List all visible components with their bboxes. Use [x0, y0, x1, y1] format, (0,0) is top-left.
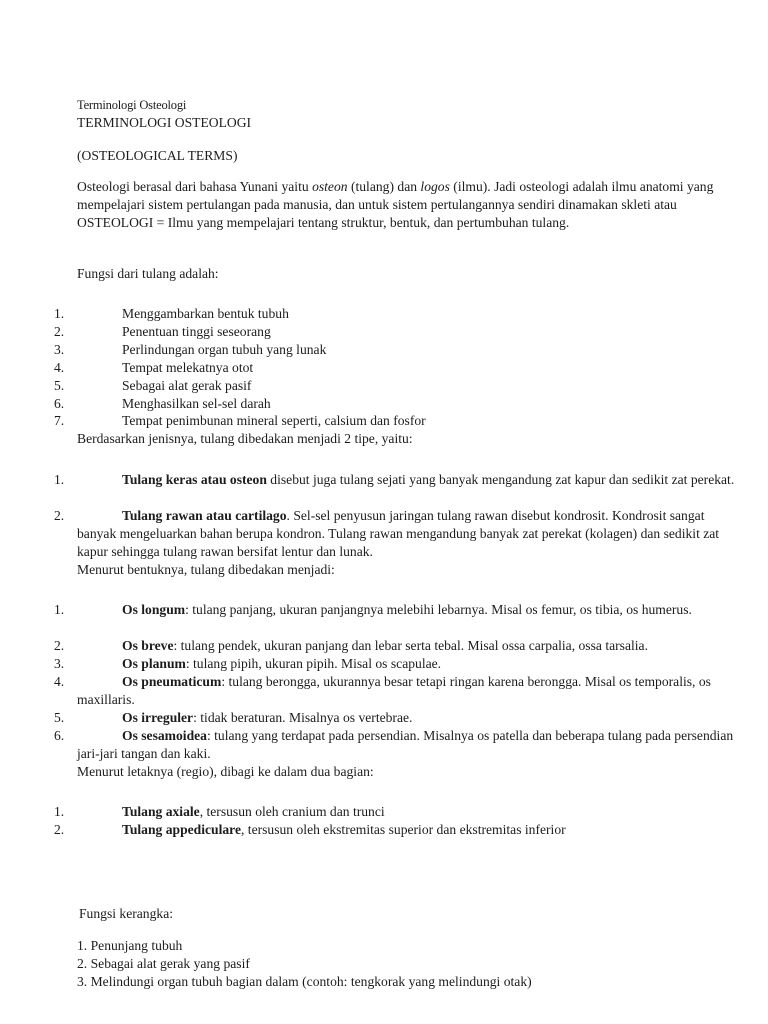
- letak-item-number: 2.: [54, 822, 65, 837]
- bentuk-item-term: Os irreguler: [122, 710, 194, 725]
- fungsi-item-description: Perlindungan organ tubuh yang lunak: [122, 342, 327, 357]
- jenis-item: [0, 507, 736, 561]
- fungsi-item: [0, 341, 736, 359]
- jenis-item-text: [77, 507, 736, 561]
- bentuk-item-text: [77, 655, 736, 673]
- kerangka-intro: Fungsi kerangka:: [79, 906, 174, 921]
- fungsi-item: [0, 395, 736, 413]
- bentuk-item-number: 1.: [54, 602, 65, 617]
- bentuk-item-term: Os pneumaticum: [122, 674, 222, 689]
- letak-item: [0, 803, 736, 821]
- letak-item-term: Tulang appediculare: [122, 822, 241, 837]
- intro-term-osteon: osteon: [312, 179, 348, 194]
- fungsi-item-text: [77, 323, 736, 341]
- fungsi-item: [0, 377, 736, 395]
- jenis-item-text: [77, 471, 736, 489]
- fungsi-item-text: [77, 359, 736, 377]
- fungsi-item-description: Sebagai alat gerak pasif: [122, 378, 252, 393]
- bentuk-item-description: : tidak beraturan. Misalnya os vertebrae.: [193, 710, 413, 725]
- kerangka-item: 2. Sebagai alat gerak yang pasif: [77, 956, 250, 971]
- fungsi-item-description: Penentuan tinggi seseorang: [122, 324, 271, 339]
- bentuk-item: [0, 601, 736, 619]
- fungsi-item-description: Tempat penimbunan mineral seperti, calsium dan fosfor: [122, 413, 426, 428]
- bentuk-item: [0, 655, 736, 673]
- fungsi-item-text: [77, 395, 736, 413]
- subheading: (OSTEOLOGICAL TERMS): [77, 148, 238, 163]
- bentuk-intro: Menurut bentuknya, tulang dibedakan menjadi:: [77, 562, 335, 577]
- kerangka-item: 1. Penunjang tubuh: [77, 938, 183, 953]
- fungsi-item: [0, 323, 736, 341]
- fungsi-item-number: 7.: [54, 413, 65, 428]
- bentuk-item: [0, 637, 736, 655]
- bentuk-item-term: Os breve: [122, 638, 174, 653]
- jenis-item-number: 1.: [54, 472, 65, 487]
- fungsi-item-description: Menghasilkan sel-sel darah: [122, 396, 271, 411]
- bentuk-item-description: : tulang panjang, ukuran panjangnya melebihi lebarnya. Misal os femur, os tibia, os humerus.: [185, 602, 692, 617]
- bentuk-item-description: : tulang yang terdapat pada persendian. Misalnya os patella dan beberapa tulang pada persendian jari-jari tangan dan kaki.: [77, 728, 734, 761]
- fungsi-item-number: 5.: [54, 378, 65, 393]
- jenis-item-term: Tulang rawan atau cartilago: [122, 508, 287, 523]
- letak-item-text: [77, 821, 736, 839]
- bentuk-item-description: : tulang pipih, ukuran pipih. Misal os scapulae.: [185, 656, 442, 671]
- bentuk-item-term: Os planum: [122, 656, 186, 671]
- bentuk-item-number: 3.: [54, 656, 65, 671]
- fungsi-intro: Fungsi dari tulang adalah:: [77, 266, 219, 281]
- kerangka-item: 3. Melindungi organ tubuh bagian dalam (contoh: tengkorak yang melindungi otak): [77, 974, 532, 989]
- intro-paragraph: [77, 178, 737, 232]
- letak-item-text: [77, 803, 736, 821]
- bentuk-item-term: Os longum: [122, 602, 186, 617]
- bentuk-item-number: 5.: [54, 710, 65, 725]
- intro-term-logos: logos: [420, 179, 450, 194]
- letak-item-term: Tulang axiale: [122, 804, 200, 819]
- fungsi-item-number: 2.: [54, 324, 65, 339]
- bentuk-item-term: Os sesamoidea: [122, 728, 207, 743]
- letak-item-description: , tersusun oleh ekstremitas superior dan ekstremitas inferior: [241, 822, 566, 837]
- jenis-item: [0, 471, 736, 489]
- bentuk-item: [0, 709, 736, 727]
- fungsi-item-number: 4.: [54, 360, 65, 375]
- fungsi-item: [0, 359, 736, 377]
- bentuk-item-number: 2.: [54, 638, 65, 653]
- bentuk-item: [0, 727, 736, 763]
- fungsi-item-description: Tempat melekatnya otot: [122, 360, 254, 375]
- bentuk-item-number: 4.: [54, 674, 65, 689]
- fungsi-item-number: 3.: [54, 342, 65, 357]
- fungsi-item-text: [77, 341, 736, 359]
- fungsi-item-text: [77, 377, 736, 395]
- letak-item-number: 1.: [54, 804, 65, 819]
- doc-title: Terminologi Osteologi: [77, 98, 187, 112]
- jenis-item-description: disebut juga tulang sejati yang banyak mengandung zat kapur dan sedikit zat perekat.: [266, 472, 735, 487]
- jenis-intro: Berdasarkan jenisnya, tulang dibedakan menjadi 2 tipe, yaitu:: [77, 431, 413, 446]
- bentuk-item-description: : tulang pendek, ukuran panjang dan lebar serta tebal. Misal ossa carpalia, ossa tarsalia.: [173, 638, 648, 653]
- intro-text-2: (tulang) dan: [347, 179, 421, 194]
- bentuk-item-text: [77, 601, 736, 619]
- bentuk-item-number: 6.: [54, 728, 65, 743]
- fungsi-item: [0, 305, 736, 323]
- bentuk-item: [0, 673, 736, 709]
- intro-text-3: (ilmu). Jadi osteologi adalah ilmu anatomi yang mempelajari sistem pertulangan pada manusia, dan untuk sistem pertulangannya sendiri dinamakan skleti atau OSTEOLOGI = Ilmu yang mempelajari tentang struktur, bentuk, dan pertumbuhan tulang.: [77, 179, 714, 230]
- bentuk-item-description: : tulang berongga, ukurannya besar tetapi ringan karena berongga. Misal os temporalis, os maxillaris.: [77, 674, 711, 707]
- jenis-item-description: . Sel-sel penyusun jaringan tulang rawan disebut kondrosit. Kondrosit sangat banyak mengeluarkan bahan berupa kondron. Tulang rawan mengandung banyak zat perekat (kolagen) dan sedikit zat kapur sehingga tulang rawan bersifat lentur dan lunak.: [77, 508, 720, 559]
- jenis-item-number: 2.: [54, 508, 65, 523]
- fungsi-item-text: [77, 412, 736, 430]
- fungsi-item-number: 6.: [54, 396, 65, 411]
- bentuk-item-text: [77, 637, 736, 655]
- letak-item-description: , tersusun oleh cranium dan trunci: [199, 804, 385, 819]
- fungsi-item-description: Menggambarkan bentuk tubuh: [122, 306, 289, 321]
- letak-item: [0, 821, 736, 839]
- heading: TERMINOLOGI OSTEOLOGI: [77, 115, 252, 130]
- intro-text-1: Osteologi berasal dari bahasa Yunani yaitu: [77, 179, 313, 194]
- fungsi-item-number: 1.: [54, 306, 65, 321]
- fungsi-item: [0, 412, 736, 430]
- bentuk-item-text: [77, 673, 736, 709]
- bentuk-item-text: [77, 727, 736, 763]
- letak-intro: Menurut letaknya (regio), dibagi ke dalam dua bagian:: [77, 764, 374, 779]
- bentuk-item-text: [77, 709, 736, 727]
- jenis-item-term: Tulang keras atau osteon: [122, 472, 267, 487]
- fungsi-item-text: [77, 305, 736, 323]
